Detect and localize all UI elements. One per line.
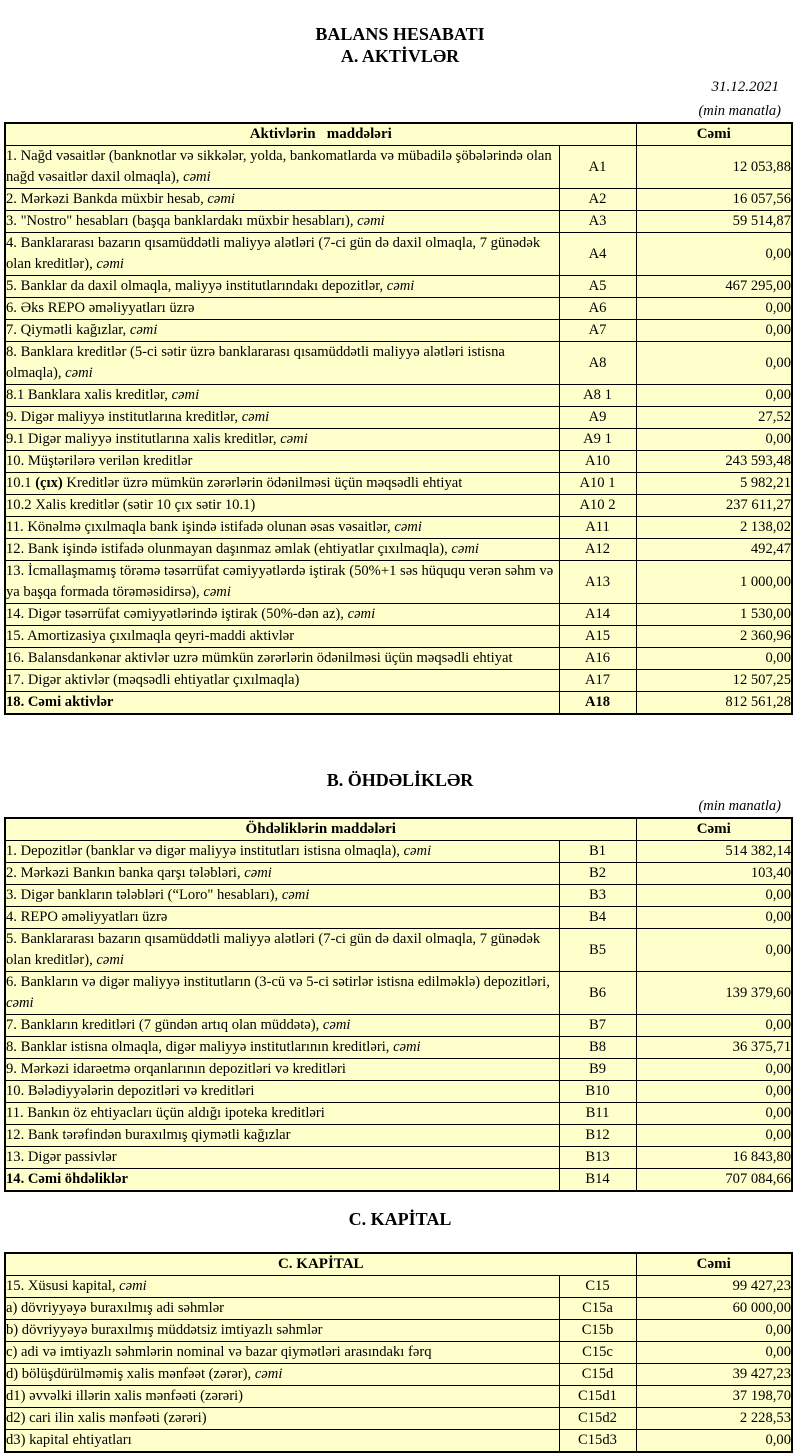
row-label: 15. Xüsusi kapital, cəmi xyxy=(5,1276,559,1298)
table-row xyxy=(5,648,792,670)
document-header xyxy=(0,0,800,67)
table-row xyxy=(5,1037,792,1059)
row-code: A14 xyxy=(559,604,636,626)
row-label: 9.1 Digər maliyyə institutlarına xalis kreditlər, cəmi xyxy=(5,429,559,451)
row-code: A10 2 xyxy=(559,495,636,517)
row-code: C15d2 xyxy=(559,1408,636,1430)
row-code: C15b xyxy=(559,1320,636,1342)
row-code: B9 xyxy=(559,1059,636,1081)
row-value: 2 228,53 xyxy=(636,1408,792,1430)
row-value: 103,40 xyxy=(636,863,792,885)
row-code: A16 xyxy=(559,648,636,670)
table-row xyxy=(5,473,792,495)
row-label: 5. Banklararası bazarın qısamüddətli maliyyə alətləri (7-ci gün də daxil olmaqla, 7 günədək olan kreditlər), cəmi xyxy=(5,929,559,972)
row-value: 27,52 xyxy=(636,407,792,429)
row-label: 3. "Nostro" hesabları (başqa banklardakı müxbir hesabları), cəmi xyxy=(5,211,559,233)
row-label: 8. Banklara kreditlər (5-ci sətir üzrə banklararası qısamüddətli maliyyə alətləri istisna olmaqla), cəmi xyxy=(5,342,559,385)
row-label: 4. REPO əməliyyatları üzrə xyxy=(5,907,559,929)
table-row xyxy=(5,972,792,1015)
row-label: 3. Digər bankların tələbləri (“Loro" hesabları), cəmi xyxy=(5,885,559,907)
table-row xyxy=(5,320,792,342)
row-value: 0,00 xyxy=(636,1103,792,1125)
table-row xyxy=(5,517,792,539)
row-label: 9. Digər maliyyə institutlarına kreditlər, cəmi xyxy=(5,407,559,429)
row-label: 14. Cəmi öhdəliklər xyxy=(5,1169,559,1192)
table-row xyxy=(5,1320,792,1342)
row-code: C15d xyxy=(559,1364,636,1386)
row-code: A3 xyxy=(559,211,636,233)
row-code: A18 xyxy=(559,692,636,715)
row-code: B6 xyxy=(559,972,636,1015)
row-value: 467 295,00 xyxy=(636,276,792,298)
row-label: 8.1 Banklara xalis kreditlər, cəmi xyxy=(5,385,559,407)
row-label: b) dövriyyəyə buraxılmış müddətsiz imtiyazlı səhmlər xyxy=(5,1320,559,1342)
section-b-title: B. ÖHDƏLİKLƏR xyxy=(326,770,474,790)
section-c-title: C. KAPİTAL xyxy=(348,1209,452,1229)
row-label: 2. Mərkəzi Bankda müxbir hesab, cəmi xyxy=(5,189,559,211)
table-row xyxy=(5,429,792,451)
table-header-row xyxy=(5,1253,792,1276)
capital-table xyxy=(4,1252,793,1453)
section-a-title: A. AKTİVLƏR xyxy=(340,46,460,66)
row-code: C15 xyxy=(559,1276,636,1298)
row-code: B3 xyxy=(559,885,636,907)
table-row xyxy=(5,1169,792,1192)
row-label: 13. İcmallaşmamış törəmə təsərrüfat cəmiyyətlərdə iştirak (50%+1 səs hüququ verən səhm və ya başqa formada törəməsidirsə), cəmi xyxy=(5,561,559,604)
row-value: 707 084,66 xyxy=(636,1169,792,1192)
table-row xyxy=(5,604,792,626)
assets-header-value: Cəmi xyxy=(636,123,792,146)
table-row xyxy=(5,146,792,189)
row-label: 8. Banklar istisna olmaqla, digər maliyyə institutlarının kreditləri, cəmi xyxy=(5,1037,559,1059)
row-label: 10.1 (çıx) Kreditlər üzrə mümkün zərərlərin ödənilməsi üçün məqsədli ehtiyat xyxy=(5,473,559,495)
row-value: 0,00 xyxy=(636,1059,792,1081)
row-label: 11. Könəlmə çıxılmaqla bank işində istifadə olunan əsas vəsaitlər, cəmi xyxy=(5,517,559,539)
table-row xyxy=(5,1430,792,1453)
row-value: 0,00 xyxy=(636,1320,792,1342)
row-value: 39 427,23 xyxy=(636,1364,792,1386)
row-label: 15. Amortizasiya çıxılmaqla qeyri-maddi aktivlər xyxy=(5,626,559,648)
table-header-row xyxy=(5,818,792,841)
row-code: A9 1 xyxy=(559,429,636,451)
row-code: B8 xyxy=(559,1037,636,1059)
table-row xyxy=(5,885,792,907)
row-value: 812 561,28 xyxy=(636,692,792,715)
table-header-row xyxy=(5,123,792,146)
table-row xyxy=(5,1081,792,1103)
row-code: B1 xyxy=(559,841,636,863)
table-row xyxy=(5,495,792,517)
table-row xyxy=(5,189,792,211)
table-row xyxy=(5,841,792,863)
row-value: 0,00 xyxy=(636,907,792,929)
row-label: 7. Qiymətli kağızlar, cəmi xyxy=(5,320,559,342)
row-value: 2 138,02 xyxy=(636,517,792,539)
table-row xyxy=(5,1408,792,1430)
row-code: A11 xyxy=(559,517,636,539)
row-code: A9 xyxy=(559,407,636,429)
row-code: B10 xyxy=(559,1081,636,1103)
row-code: C15c xyxy=(559,1342,636,1364)
unit-note-b: (min manatla) xyxy=(698,798,781,814)
row-value: 492,47 xyxy=(636,539,792,561)
row-value: 0,00 xyxy=(636,885,792,907)
row-code: B14 xyxy=(559,1169,636,1192)
row-value: 514 382,14 xyxy=(636,841,792,863)
row-code: B7 xyxy=(559,1015,636,1037)
table-row xyxy=(5,1147,792,1169)
row-value: 0,00 xyxy=(636,429,792,451)
row-value: 0,00 xyxy=(636,385,792,407)
row-code: A6 xyxy=(559,298,636,320)
unit-note-a: (min manatla) xyxy=(698,103,781,119)
row-value: 0,00 xyxy=(636,298,792,320)
table-row xyxy=(5,1298,792,1320)
row-code: A2 xyxy=(559,189,636,211)
table-row xyxy=(5,863,792,885)
table-row xyxy=(5,670,792,692)
table-row xyxy=(5,1059,792,1081)
row-code: A8 xyxy=(559,342,636,385)
row-value: 12 053,88 xyxy=(636,146,792,189)
row-label: 1. Nağd vəsaitlər (banknotlar və sikkələr, yolda, bankomatlarda və mübadilə şöbələrində olan nağd vəsaitlər daxil olmaqla), cəmi xyxy=(5,146,559,189)
row-label: d3) kapital ehtiyatları xyxy=(5,1430,559,1453)
report-date: 31.12.2021 xyxy=(711,79,779,95)
row-value: 0,00 xyxy=(636,1342,792,1364)
table-row xyxy=(5,1276,792,1298)
table-row xyxy=(5,1364,792,1386)
row-code: C15a xyxy=(559,1298,636,1320)
row-code: A5 xyxy=(559,276,636,298)
table-row xyxy=(5,626,792,648)
capital-header-label: C. KAPİTAL xyxy=(5,1253,636,1276)
row-label: 10. Müştərilərə verilən kreditlər xyxy=(5,451,559,473)
row-label: d) bölüşdürülməmiş xalis mənfəət (zərər), cəmi xyxy=(5,1364,559,1386)
table-row xyxy=(5,276,792,298)
liabilities-header-value: Cəmi xyxy=(636,818,792,841)
row-value: 2 360,96 xyxy=(636,626,792,648)
row-label: 17. Digər aktivlər (məqsədli ehtiyatlar çıxılmaqla) xyxy=(5,670,559,692)
row-label: 14. Digər təsərrüfat cəmiyyətlərində iştirak (50%-dən az), cəmi xyxy=(5,604,559,626)
row-value: 237 611,27 xyxy=(636,495,792,517)
table-row xyxy=(5,211,792,233)
row-value: 0,00 xyxy=(636,342,792,385)
row-code: A1 xyxy=(559,146,636,189)
table-row xyxy=(5,1342,792,1364)
table-row xyxy=(5,907,792,929)
row-code: C15d3 xyxy=(559,1430,636,1453)
row-code: C15d1 xyxy=(559,1386,636,1408)
row-code: A4 xyxy=(559,233,636,276)
row-value: 0,00 xyxy=(636,929,792,972)
row-code: B13 xyxy=(559,1147,636,1169)
table-row xyxy=(5,1125,792,1147)
row-label: 18. Cəmi aktivlər xyxy=(5,692,559,715)
row-label: 12. Bank tərəfindən buraxılmış qiymətli kağızlar xyxy=(5,1125,559,1147)
table-row xyxy=(5,929,792,972)
row-value: 16 843,80 xyxy=(636,1147,792,1169)
row-label: 12. Bank işində istifadə olunmayan daşınmaz əmlak (ehtiyatlar çıxılmaqla), cəmi xyxy=(5,539,559,561)
row-value: 1 530,00 xyxy=(636,604,792,626)
row-label: 7. Bankların kreditləri (7 gündən artıq olan müddətə), cəmi xyxy=(5,1015,559,1037)
row-value: 36 375,71 xyxy=(636,1037,792,1059)
liabilities-table xyxy=(4,817,793,1192)
row-value: 1 000,00 xyxy=(636,561,792,604)
row-label: 1. Depozitlər (banklar və digər maliyyə institutları istisna olmaqla), cəmi xyxy=(5,841,559,863)
row-value: 5 982,21 xyxy=(636,473,792,495)
table-row xyxy=(5,1386,792,1408)
report-title: BALANS HESABATI xyxy=(315,24,485,44)
row-label: 11. Bankın öz ehtiyacları üçün aldığı ipoteka kreditləri xyxy=(5,1103,559,1125)
row-label: d2) cari ilin xalis mənfəəti (zərəri) xyxy=(5,1408,559,1430)
row-code: A7 xyxy=(559,320,636,342)
table-row xyxy=(5,1103,792,1125)
row-label: c) adi və imtiyazlı səhmlərin nominal və bazar qiymətləri arasındakı fərq xyxy=(5,1342,559,1364)
row-label: a) dövriyyəyə buraxılmış adi səhmlər xyxy=(5,1298,559,1320)
row-value: 0,00 xyxy=(636,648,792,670)
row-code: B4 xyxy=(559,907,636,929)
row-label: 10.2 Xalis kreditlər (sətir 10 çıx sətir 10.1) xyxy=(5,495,559,517)
row-label: 6. Əks REPO əməliyyatları üzrə xyxy=(5,298,559,320)
row-code: A17 xyxy=(559,670,636,692)
row-value: 99 427,23 xyxy=(636,1276,792,1298)
assets-header-label: Aktivlərin maddələri xyxy=(5,123,636,146)
row-label: d1) əvvəlki illərin xalis mənfəəti (zərəri) xyxy=(5,1386,559,1408)
row-value: 0,00 xyxy=(636,320,792,342)
row-value: 0,00 xyxy=(636,1125,792,1147)
table-row xyxy=(5,407,792,429)
row-value: 0,00 xyxy=(636,233,792,276)
row-label: 10. Bələdiyyələrin depozitləri və kreditləri xyxy=(5,1081,559,1103)
row-value: 0,00 xyxy=(636,1015,792,1037)
row-value: 0,00 xyxy=(636,1081,792,1103)
row-code: B2 xyxy=(559,863,636,885)
table-row xyxy=(5,233,792,276)
capital-header-value: Cəmi xyxy=(636,1253,792,1276)
table-row xyxy=(5,298,792,320)
row-code: A8 1 xyxy=(559,385,636,407)
row-label: 6. Bankların və digər maliyyə institutların (3-cü və 5-ci sətirlər istisna edilməklə) depozitləri, cəmi xyxy=(5,972,559,1015)
row-label: 2. Mərkəzi Bankın banka qarşı tələbləri, cəmi xyxy=(5,863,559,885)
row-code: A10 xyxy=(559,451,636,473)
row-code: A12 xyxy=(559,539,636,561)
row-value: 37 198,70 xyxy=(636,1386,792,1408)
table-row xyxy=(5,451,792,473)
row-value: 16 057,56 xyxy=(636,189,792,211)
row-value: 60 000,00 xyxy=(636,1298,792,1320)
row-label: 4. Banklararası bazarın qısamüddətli maliyyə alətləri (7-ci gün də daxil olmaqla, 7 günədək olan kreditlər), cəmi xyxy=(5,233,559,276)
row-label: 9. Mərkəzi idarəetmə orqanlarının depozitləri və kreditləri xyxy=(5,1059,559,1081)
table-row xyxy=(5,539,792,561)
liabilities-header-label: Öhdəliklərin maddələri xyxy=(5,818,636,841)
row-value: 12 507,25 xyxy=(636,670,792,692)
table-row xyxy=(5,692,792,715)
row-label: 16. Balansdankənar aktivlər uzrə mümkün zərərlərin ödənilməsi üçün məqsədli ehtiyat xyxy=(5,648,559,670)
row-label: 13. Digər passivlər xyxy=(5,1147,559,1169)
row-code: B5 xyxy=(559,929,636,972)
row-code: B12 xyxy=(559,1125,636,1147)
table-row xyxy=(5,561,792,604)
table-row xyxy=(5,1015,792,1037)
row-value: 243 593,48 xyxy=(636,451,792,473)
table-row xyxy=(5,342,792,385)
row-value: 0,00 xyxy=(636,1430,792,1453)
row-code: A10 1 xyxy=(559,473,636,495)
row-value: 59 514,87 xyxy=(636,211,792,233)
table-row xyxy=(5,385,792,407)
row-code: A13 xyxy=(559,561,636,604)
row-value: 139 379,60 xyxy=(636,972,792,1015)
assets-table xyxy=(4,122,793,715)
row-label: 5. Banklar da daxil olmaqla, maliyyə institutlarındakı depozitlər, cəmi xyxy=(5,276,559,298)
row-code: A15 xyxy=(559,626,636,648)
row-code: B11 xyxy=(559,1103,636,1125)
